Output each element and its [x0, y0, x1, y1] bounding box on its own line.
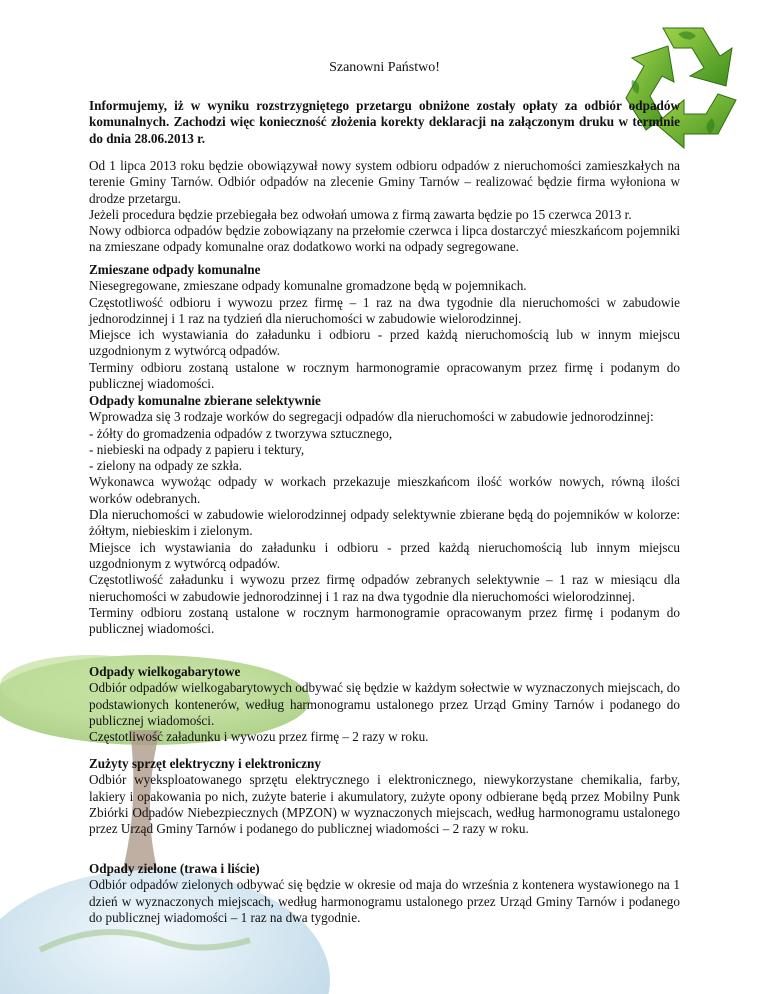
section-bulky-waste [89, 664, 680, 745]
section-line: Odbiór wyeksploatowanego sprzętu elektrycznego i elektronicznego, niewykorzystane chemikalia, farby, lakiery i opakowania po nich, zużyte baterie i akumulatory, zużyte opony odbierane będą przez Mobilny Punk Zbiórki Odpadów Niebezpiecznych (MPZON) w wyznaczonych miejscach, według harmonogramu ustalonego przez Urząd Gminy Tarnów i podanego do publicznej wiadomości – 2 razy w roku. [89, 772, 680, 837]
section-heading: Zużyty sprzęt elektryczny i elektroniczny [89, 756, 321, 771]
section-line: Wprowadza się 3 rodzaje worków do segregacji odpadów dla nieruchomości w zabudowie jednorodzinnej: [89, 409, 654, 425]
section-green-waste [89, 861, 680, 926]
section-line: Miejsce ich wystawiania do załadunku i odbioru - przed każdą nieruchomością lub innym miejscu uzgodnionym z wytwórcą odpadów. [89, 539, 680, 571]
section-line: Dla nieruchomości w zabudowie wielorodzinnej odpady selektywnie zbierane będą do pojemników w kolorze: żółtym, niebieskim i zielonym. [89, 507, 680, 539]
section-line: Odbiór odpadów zielonych odbywać się będzie w okresie od maja do września z kontenera wystawionego na 1 dzień w wyznaczonych miejscach, według harmonogramu ustalonego przez Urząd Gminy Tarnów i podanego do publicznej wiadomości – 1 raz na dwa tygodnie. [89, 877, 680, 925]
body-text [89, 158, 680, 256]
section-line: - niebieski na odpady z papieru i tektury, [89, 441, 305, 457]
section-heading: Odpady zielone (trawa i liście) [89, 861, 260, 876]
section-line: Odbiór odpadów wielkogabarytowych odbywać się będzie w każdym sołectwie w wyznaczonych miejscach, do podstawionych kontenerów, według harmonogramu ustalonego przez Urząd Gminy Tarnów i podanego do publicznej wiadomości. [89, 680, 680, 728]
section-line: Wykonawca wywożąc odpady w workach przekazuje mieszkańcom ilość worków nowych, równą ilości worków odebranych. [89, 474, 680, 506]
section-line: Terminy odbioru zostaną ustalone w rocznym harmonogramie opracowanym przez firmę i podanym do publicznej wiadomości. [89, 359, 680, 392]
section-line: Częstotliwość załadunku i wywozu przez firmę – 2 razy w roku. [89, 729, 429, 745]
body-paragraph: Jeżeli procedura będzie przebiegała bez odwołań umowa z firmą zawarta będzie po 15 czerwca 2013 r. [89, 206, 632, 222]
section-mixed-waste [89, 262, 680, 392]
section-heading: Odpady wielkogabarytowe [89, 664, 241, 679]
section-heading: Odpady komunalne zbierane selektywnie [89, 393, 321, 408]
section-electronic-waste [89, 756, 680, 837]
body-paragraph: Nowy odbiorca odpadów będzie zobowiązany na przełomie czerwca i lipca dostarczyć mieszkańcom pojemniki na zmieszane odpady komunalne oraz dodatkowo worki na odpady segregowane. [89, 223, 680, 255]
section-line: Niesegregowane, zmieszane odpady komunalne gromadzone będą w pojemnikach. [89, 278, 527, 294]
section-line: Częstotliwość załadunku i wywozu przez firmę odpadów zebranych selektywnie – 1 raz w miesiącu dla nieruchomości w zabudowie jednorodzinnej i 1 raz na dwa tygodnie dla nieruchomości wielorodzinnej. [89, 572, 680, 604]
section-line: Terminy odbioru zostaną ustalone w rocznym harmonogramie opracowanym przez firmę i podanym do publicznej wiadomości. [89, 604, 680, 637]
section-line: - zielony na odpady ze szkła. [89, 458, 243, 474]
section-line: Częstotliwość odbioru i wywozu przez firmę – 1 raz na dwa tygodnie dla nieruchomości w zabudowie jednorodzinnej i 1 raz na tydzień dla nieruchomości w zabudowie wielorodzinnej. [89, 294, 680, 326]
section-selective-waste [89, 393, 680, 637]
section-heading: Zmieszane odpady komunalne [89, 262, 261, 277]
page-title: Szanowni Państwo! [329, 60, 440, 75]
intro-paragraph: Informujemy, iż w wyniku rozstrzygniętego przetargu obniżone zostały opłaty za odbiór odpadów komunalnych. Zachodzi więc konieczność złożenia korekty deklaracji na załączonym druku w terminie do dnia 28.06.2013 r. [89, 98, 680, 146]
body-paragraph: Od 1 lipca 2013 roku będzie obowiązywał nowy system odbioru odpadów z nieruchomości zamieszkałych na terenie Gminy Tarnów. Odbiór odpadów na zlecenie Gminy Tarnów – realizować będzie firma wyłoniona w drodze przetargu. [89, 158, 680, 206]
section-line: - żółty do gromadzenia odpadów z tworzywa sztucznego, [89, 425, 393, 441]
section-line: Miejsce ich wystawiania do załadunku i odbioru - przed każdą nieruchomością lub w innym miejscu uzgodnionym z wytwórcą odpadów. [89, 327, 680, 359]
